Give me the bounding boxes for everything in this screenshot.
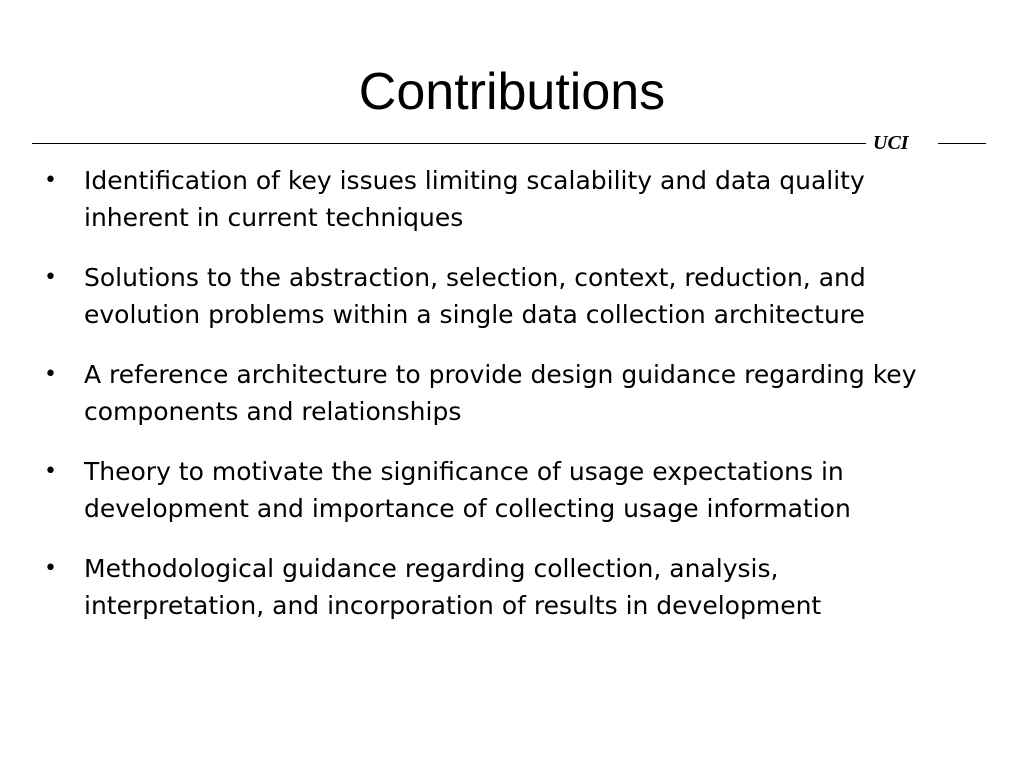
header-rule-left — [32, 143, 866, 144]
bullet-item — [44, 259, 964, 333]
bullet-icon: • — [44, 362, 57, 387]
bullet-text: Solutions to the abstraction, selection, context, reduction, and evolution problems within a single data collection architecture — [84, 263, 866, 329]
header-rule-right — [938, 143, 986, 144]
slide-title: Contributions — [358, 63, 666, 121]
bullet-item — [44, 550, 964, 624]
bullet-text: Theory to motivate the significance of usage expectations in development and importance of collecting usage information — [84, 457, 851, 523]
uci-logo: UCI — [873, 132, 909, 154]
bullet-item — [44, 162, 964, 236]
bullet-text: Methodological guidance regarding collection, analysis, interpretation, and incorporation of results in development — [84, 554, 822, 620]
bullet-icon: • — [44, 459, 57, 484]
bullet-icon: • — [44, 556, 57, 581]
bullet-text: Identification of key issues limiting scalability and data quality inherent in current techniques — [84, 166, 865, 232]
bullet-item — [44, 356, 964, 430]
bullet-list — [44, 162, 964, 647]
bullet-icon: • — [44, 265, 57, 290]
bullet-text: A reference architecture to provide design guidance regarding key components and relationships — [84, 360, 917, 426]
bullet-item — [44, 453, 964, 527]
bullet-icon: • — [44, 168, 57, 193]
